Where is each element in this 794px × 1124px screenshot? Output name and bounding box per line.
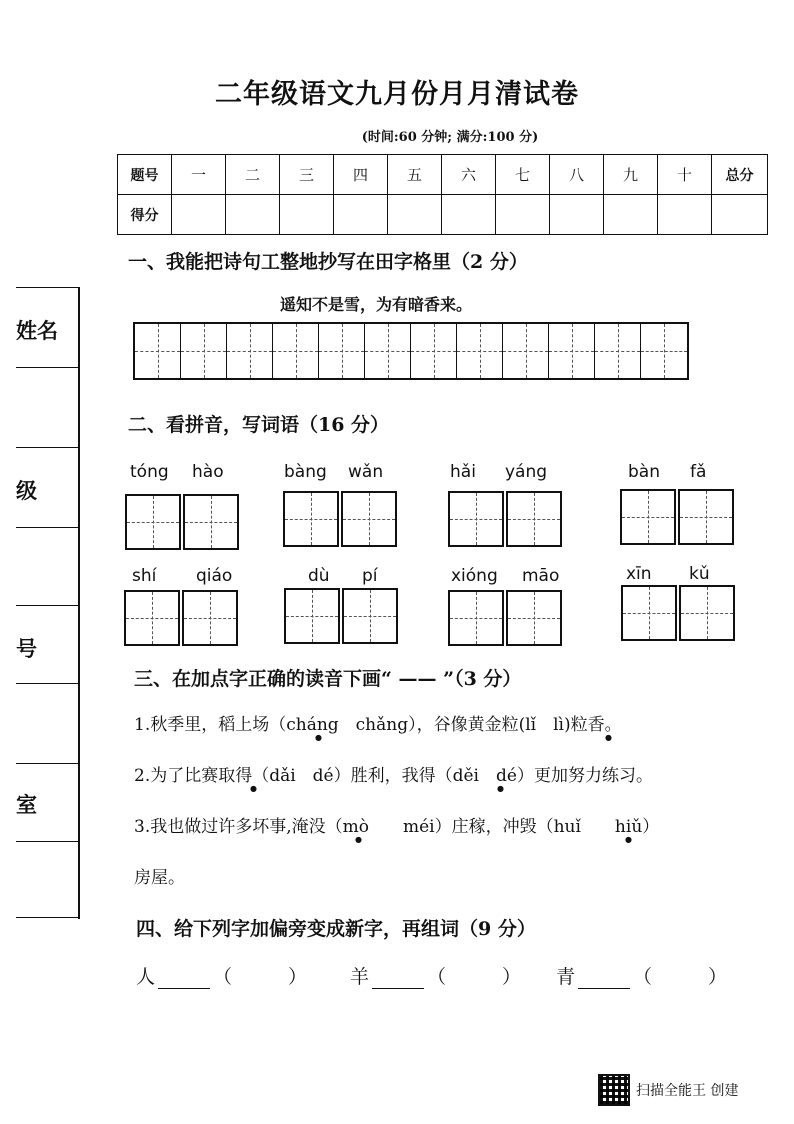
answer-box[interactable] xyxy=(678,489,734,545)
emphasis-dot: ● xyxy=(497,784,504,793)
pinyin: xióng xyxy=(451,566,498,586)
score-col-5: 五 xyxy=(388,155,442,195)
score-cell[interactable] xyxy=(550,195,604,235)
emphasis-dot: ● xyxy=(605,733,612,742)
answer-box[interactable] xyxy=(342,588,398,644)
question-3: 3.我也做过许多坏事,淹没（mò méi）庄稼，冲毁（huǐ hiǔ） xyxy=(134,817,660,837)
score-cell[interactable] xyxy=(226,195,280,235)
pinyin: bàn xyxy=(628,462,660,482)
answer-box-pair[interactable] xyxy=(620,489,736,545)
radical-item xyxy=(136,962,307,989)
divider xyxy=(16,367,78,368)
base-char: 羊 xyxy=(350,966,370,988)
divider xyxy=(16,763,78,764)
emphasis-dot: ● xyxy=(355,835,362,844)
answer-box[interactable] xyxy=(506,590,562,646)
answer-box-pair[interactable] xyxy=(125,494,241,550)
score-cell[interactable] xyxy=(604,195,658,235)
qr-code-icon xyxy=(598,1074,630,1106)
answer-blank[interactable] xyxy=(158,987,210,989)
pinyin: hào xyxy=(192,462,224,482)
pinyin: shí xyxy=(132,566,157,586)
answer-box-pair[interactable] xyxy=(621,585,737,641)
divider xyxy=(16,287,78,288)
divider xyxy=(16,527,78,528)
pinyin: dù xyxy=(308,566,330,586)
tianzige-cell[interactable] xyxy=(227,324,273,378)
tianzige-grid[interactable] xyxy=(133,322,689,380)
paren: ） xyxy=(288,966,308,988)
score-col-2: 二 xyxy=(226,155,280,195)
answer-box[interactable] xyxy=(182,590,238,646)
answer-box[interactable] xyxy=(341,491,397,547)
pinyin: māo xyxy=(522,566,560,586)
emphasis-dot: ● xyxy=(315,733,322,742)
answer-box[interactable] xyxy=(506,491,562,547)
radical-item xyxy=(350,962,521,989)
pinyin: yáng xyxy=(505,462,548,482)
side-label-name: 姓名 xyxy=(16,318,58,343)
score-cell[interactable] xyxy=(172,195,226,235)
tianzige-cell[interactable] xyxy=(273,324,319,378)
answer-box[interactable] xyxy=(448,491,504,547)
score-table-header-row xyxy=(118,155,768,195)
answer-box-pair[interactable] xyxy=(284,588,400,644)
score-col-10: 十 xyxy=(658,155,712,195)
tianzige-cell[interactable] xyxy=(365,324,411,378)
tianzige-cell[interactable] xyxy=(595,324,641,378)
question-2: 2.为了比赛取得（dǎi dé）胜利，我得（děi dé）更加努力练习。 xyxy=(134,766,653,786)
pinyin: tóng xyxy=(130,462,169,482)
score-cell[interactable] xyxy=(658,195,712,235)
score-table-row1-label: 题号 xyxy=(118,155,172,195)
poem-line: 遥知不是雪，为有暗香来。 xyxy=(280,295,473,314)
paren: （ xyxy=(633,966,653,988)
answer-box-pair[interactable] xyxy=(283,491,399,547)
page-title: 二年级语文九月份月月清试卷 xyxy=(215,79,579,110)
pinyin: wǎn xyxy=(348,462,384,482)
score-cell[interactable] xyxy=(496,195,550,235)
student-info-strip xyxy=(16,287,80,919)
answer-blank[interactable] xyxy=(578,987,630,989)
question-3-continued: 房屋。 xyxy=(134,868,185,888)
score-cell[interactable] xyxy=(388,195,442,235)
radical-item xyxy=(556,962,727,989)
emphasis-dot: ● xyxy=(625,835,632,844)
side-label-room: 室 xyxy=(16,792,37,817)
answer-box-pair[interactable] xyxy=(448,491,564,547)
pinyin: hǎi xyxy=(450,462,476,482)
tianzige-cell[interactable] xyxy=(181,324,227,378)
answer-box[interactable] xyxy=(679,585,735,641)
paren: （ xyxy=(427,966,447,988)
pinyin: fǎ xyxy=(690,462,707,482)
answer-box[interactable] xyxy=(620,489,676,545)
tianzige-cell[interactable] xyxy=(411,324,457,378)
divider xyxy=(16,841,78,842)
score-col-8: 八 xyxy=(550,155,604,195)
base-char: 人 xyxy=(136,966,156,988)
tianzige-cell[interactable] xyxy=(319,324,365,378)
answer-blank[interactable] xyxy=(372,987,424,989)
side-label-class: 级 xyxy=(16,478,37,503)
score-table-row2-label: 得分 xyxy=(118,195,172,235)
emphasis-dot: ● xyxy=(250,784,257,793)
score-col-9: 九 xyxy=(604,155,658,195)
watermark-text: 扫描全能王 创建 xyxy=(636,1083,739,1099)
answer-box[interactable] xyxy=(124,590,180,646)
score-col-4: 四 xyxy=(334,155,388,195)
answer-box-pair[interactable] xyxy=(448,590,564,646)
tianzige-cell[interactable] xyxy=(135,324,181,378)
answer-box[interactable] xyxy=(621,585,677,641)
paren: ） xyxy=(502,966,522,988)
score-cell[interactable] xyxy=(334,195,388,235)
answer-box[interactable] xyxy=(284,588,340,644)
section1-heading: 一、我能把诗句工整地抄写在田字格里（2 分） xyxy=(128,251,528,273)
section4-heading: 四、给下列字加偏旁变成新字，再组词（9 分） xyxy=(136,918,536,940)
paren: ） xyxy=(708,966,728,988)
divider xyxy=(16,447,78,448)
scanner-watermark xyxy=(598,1074,738,1106)
score-total-label: 总分 xyxy=(712,155,768,195)
pinyin: bàng xyxy=(284,462,327,482)
divider xyxy=(16,917,78,918)
divider xyxy=(16,683,78,684)
divider xyxy=(16,605,78,606)
question-1: 1.秋季里，稻上场（cháng chǎng），谷像黄金粒(lǐ lì)粒香。 xyxy=(134,715,622,735)
paren: （ xyxy=(213,966,233,988)
tianzige-cell[interactable] xyxy=(549,324,595,378)
section2-heading: 二、看拼音，写词语（16 分） xyxy=(128,414,390,436)
score-col-7: 七 xyxy=(496,155,550,195)
tianzige-cell[interactable] xyxy=(641,324,687,378)
tianzige-cell[interactable] xyxy=(503,324,549,378)
pinyin: pí xyxy=(362,566,378,586)
score-cell[interactable] xyxy=(280,195,334,235)
score-col-6: 六 xyxy=(442,155,496,195)
side-label-number: 号 xyxy=(16,636,37,661)
answer-box[interactable] xyxy=(125,494,181,550)
section3-heading: 三、在加点字正确的读音下画“ —— ”（3 分） xyxy=(134,668,522,690)
score-col-3: 三 xyxy=(280,155,334,195)
answer-box-pair[interactable] xyxy=(124,590,240,646)
score-total-cell[interactable] xyxy=(712,195,768,235)
page-subtitle: (时间:60 分钟; 满分:100 分) xyxy=(361,130,539,145)
answer-box[interactable] xyxy=(448,590,504,646)
pinyin: kǔ xyxy=(689,564,710,584)
score-cell[interactable] xyxy=(442,195,496,235)
tianzige-cell[interactable] xyxy=(457,324,503,378)
answer-box[interactable] xyxy=(183,494,239,550)
score-table-score-row xyxy=(118,195,768,235)
score-col-1: 一 xyxy=(172,155,226,195)
pinyin: qiáo xyxy=(196,566,233,586)
pinyin: xīn xyxy=(626,564,652,584)
base-char: 青 xyxy=(556,966,576,988)
score-table xyxy=(117,154,768,235)
answer-box[interactable] xyxy=(283,491,339,547)
